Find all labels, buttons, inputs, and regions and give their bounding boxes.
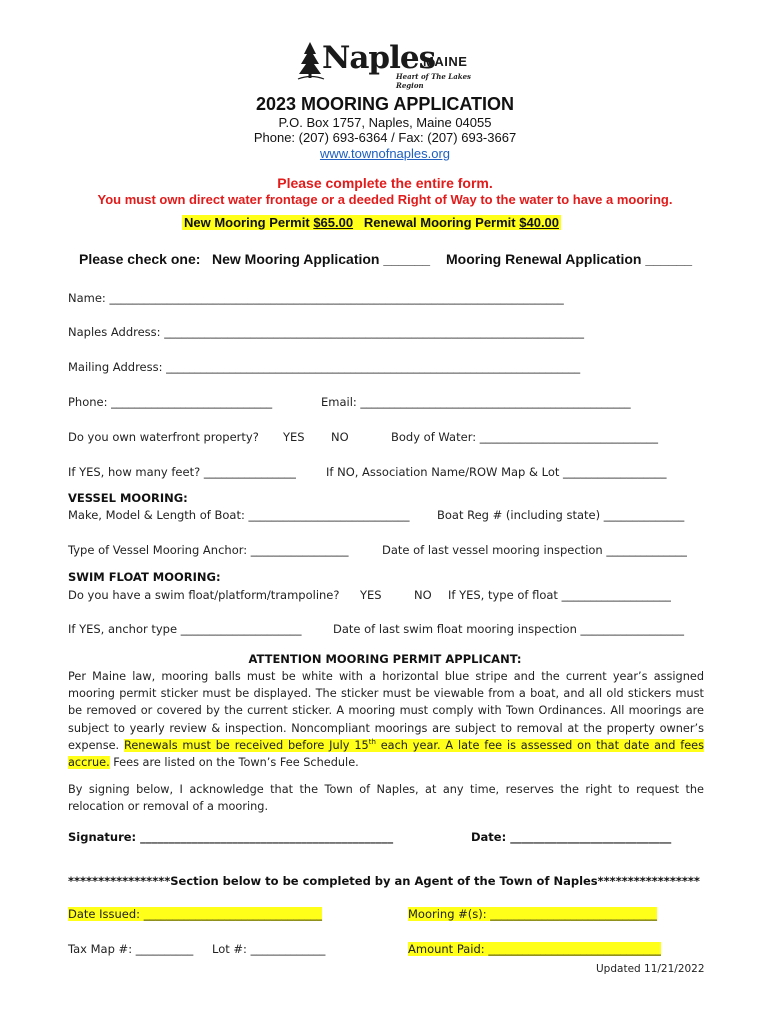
attention-paragraph — [68, 668, 704, 771]
renewal-deadline-text: Renewals must be received before July 15 — [124, 738, 369, 752]
vessel-mooring-heading: VESSEL MOORING: — [68, 491, 188, 505]
swim-float-question: Do you have a swim float/platform/trampoline? — [68, 588, 340, 602]
swim-float-heading: SWIM FLOAT MOORING: — [68, 570, 221, 584]
name-field[interactable]: Name: _______________________________________________________________________________ — [68, 291, 564, 305]
date-issued-field[interactable]: Date Issued: _______________________________ — [68, 907, 322, 921]
agent-section-divider: *****************Section below to be completed by an Agent of the Town of Naples***************** — [68, 874, 700, 888]
frontage-notice: You must own direct water frontage or a deeded Right of Way to the water to have a mooring. — [97, 192, 673, 207]
signature-field[interactable]: Signature: ____________________________________________ — [68, 830, 394, 844]
renewal-permit-fee: $40.00 — [519, 215, 560, 230]
complete-form-notice: Please complete the entire form. — [277, 175, 493, 191]
body-of-water-field[interactable]: Body of Water: _______________________________ — [391, 430, 658, 444]
waterfront-no-option[interactable]: NO — [331, 430, 349, 444]
float-type-field[interactable]: If YES, type of float ___________________ — [448, 588, 671, 602]
phone-fax-line: Phone: (207) 693-6364 / Fax: (207) 693-3667 — [253, 130, 517, 145]
renewal-permit-label: Renewal Mooring Permit — [363, 215, 516, 230]
new-application-option[interactable]: New Mooring Application ______ — [212, 251, 431, 267]
boat-reg-field[interactable]: Boat Reg # (including state) ______________ — [437, 508, 685, 522]
boat-make-model-field[interactable]: Make, Model & Length of Boat: ____________________________ — [68, 508, 410, 522]
new-permit-fee: $65.00 — [313, 215, 354, 230]
logo-tagline: Heart of The Lakes Region — [396, 72, 471, 90]
attention-text: Per Maine law, mooring balls must be white with a horizontal blue stripe and the current year’s assigned mooring permit sticker must be displayed. The sticker must be viewable from a boat, and all old stickers must be removed or covered by the current sticker. A mooring must comply with Town Ordinances. All moorings are subject to yearly review & inspection. Noncompliant moorings are subject to removal at the property owner’s expense. — [68, 670, 704, 752]
updated-date: Updated 11/21/2022 — [596, 963, 705, 975]
waterfront-question: Do you own waterfront property? — [68, 430, 259, 444]
phone-field[interactable]: Phone: ____________________________ — [68, 395, 273, 409]
naples-logo — [296, 40, 476, 90]
waterfront-yes-option[interactable]: YES — [283, 430, 305, 444]
new-permit-label: New Mooring Permit — [184, 215, 310, 230]
acknowledgement-paragraph: By signing below, I acknowledge that the Town of Naples, at any time, reserves the right to request the relocation or removal of a mooring. — [68, 783, 704, 814]
permit-fees — [182, 215, 561, 230]
attention-heading: ATTENTION MOORING PERMIT APPLICANT: — [248, 652, 522, 666]
email-field[interactable]: Email: _______________________________________________ — [321, 395, 631, 409]
frontage-feet-field[interactable]: If YES, how many feet? ________________ — [68, 465, 296, 479]
website-link[interactable]: www.townofnaples.org — [319, 146, 451, 161]
tax-map-field[interactable]: Tax Map #: __________ — [68, 942, 194, 956]
amount-paid-field[interactable]: Amount Paid: ______________________________ — [408, 942, 661, 956]
float-anchor-type-field[interactable]: If YES, anchor type _____________________ — [68, 622, 302, 636]
logo-wordmark: Naples — [322, 40, 436, 76]
mailing-address-line: P.O. Box 1757, Naples, Maine 04055 — [278, 115, 492, 130]
swim-float-no-option[interactable]: NO — [414, 588, 432, 602]
swim-float-yes-option[interactable]: YES — [360, 588, 382, 602]
renewal-application-option[interactable]: Mooring Renewal Application ______ — [446, 251, 693, 267]
lot-field[interactable]: Lot #: _____________ — [212, 942, 326, 956]
page-title: 2023 MOORING APPLICATION — [255, 94, 515, 114]
signature-date-field[interactable]: Date: ____________________________ — [471, 830, 672, 844]
vessel-anchor-type-field[interactable]: Type of Vessel Mooring Anchor: _________________ — [68, 543, 349, 557]
mooring-number-field[interactable]: Mooring #(s): _____________________________ — [408, 907, 658, 921]
ordinal-suffix: th — [368, 738, 376, 747]
late-fee-text: each year. A late fee is assessed on that date and fees accrue. — [68, 738, 705, 770]
check-one-label: Please check one: — [79, 251, 201, 267]
association-field[interactable]: If NO, Association Name/ROW Map & Lot __________________ — [326, 465, 667, 479]
naples-address-field[interactable]: Naples Address: _________________________________________________________________________ — [68, 325, 584, 339]
float-inspection-date-field[interactable]: Date of last swim float mooring inspection __________________ — [333, 622, 685, 636]
vessel-inspection-date-field[interactable]: Date of last vessel mooring inspection ______________ — [382, 543, 687, 557]
logo-state: MAINE — [423, 54, 468, 69]
fee-schedule-text: Fees are listed on the Town’s Fee Schedule. — [109, 756, 359, 770]
mailing-address-field[interactable]: Mailing Address: ________________________________________________________________________ — [68, 360, 581, 374]
